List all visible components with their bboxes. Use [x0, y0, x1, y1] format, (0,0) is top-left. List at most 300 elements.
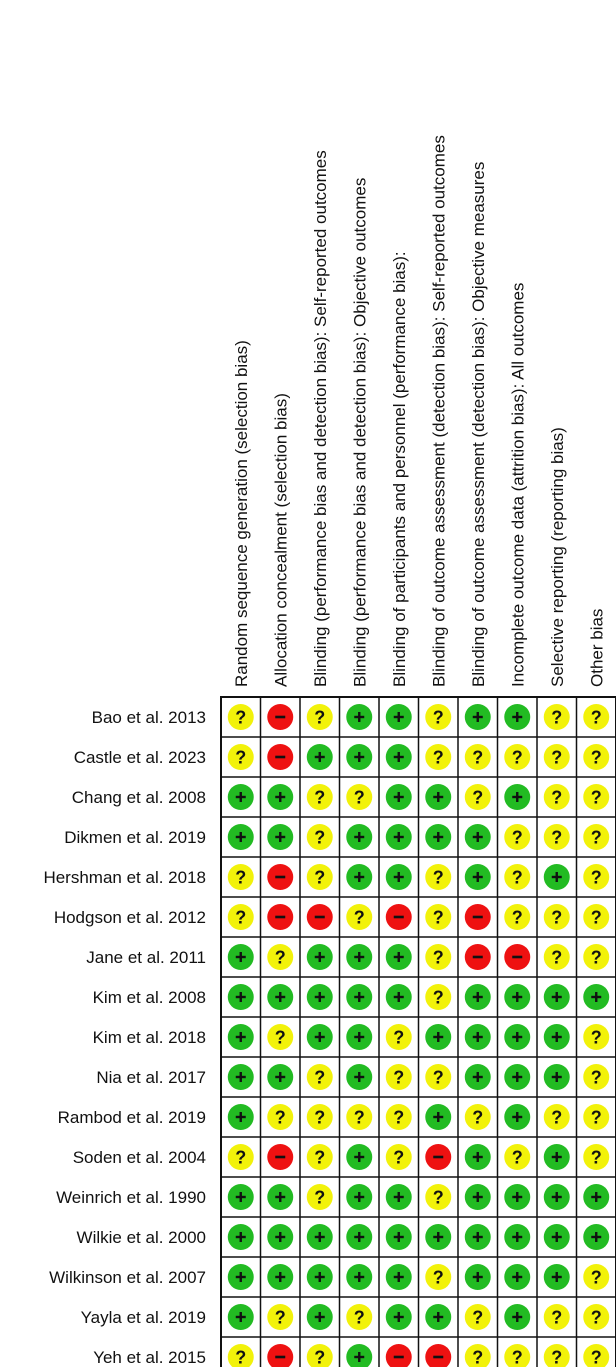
study-label: Rambod et al. 2019 [57, 1108, 206, 1127]
study-label: Castle et al. 2023 [73, 748, 206, 767]
rating-mark-unclear [228, 704, 254, 730]
study-label: Dikmen et al. 2019 [64, 828, 206, 847]
plus-symbol-bar [358, 1192, 360, 1202]
rating-mark-low [346, 1144, 372, 1170]
plus-symbol-bar [516, 1272, 518, 1282]
column-header: Incomplete outcome data (attrition bias): All outcomes [508, 282, 528, 687]
rating-mark-low [346, 1024, 372, 1050]
plus-symbol-bar [477, 992, 479, 1002]
study-label: Weinrich et al. 1990 [56, 1188, 206, 1207]
rating-mark-low [583, 984, 609, 1010]
plus-symbol-bar [556, 1032, 558, 1042]
study-label: Soden et al. 2004 [72, 1148, 206, 1167]
rating-symbol: ? [590, 1307, 602, 1328]
rating-symbol: ? [432, 947, 444, 968]
plus-symbol-bar [240, 1112, 242, 1122]
rating-mark-low [307, 1304, 333, 1330]
rating-mark-unclear [583, 1144, 609, 1170]
plus-symbol-bar [398, 1232, 400, 1242]
rating-mark-low [267, 824, 293, 850]
plus-symbol-bar [358, 1032, 360, 1042]
rating-symbol: ? [314, 1187, 326, 1208]
rating-mark-low [386, 1224, 412, 1250]
plus-symbol-bar [358, 1072, 360, 1082]
rating-mark-low [386, 824, 412, 850]
plus-symbol-bar [477, 1232, 479, 1242]
study-label: Nia et al. 2017 [96, 1068, 206, 1087]
rating-mark-low [425, 1224, 451, 1250]
rating-symbol: ? [235, 1347, 247, 1367]
rating-symbol: ? [393, 1107, 405, 1128]
rating-mark-unclear [386, 1024, 412, 1050]
rating-mark-unclear [583, 1264, 609, 1290]
minus-symbol [275, 1356, 285, 1359]
rating-symbol: ? [235, 867, 247, 888]
rating-mark-low [346, 744, 372, 770]
rating-mark-low [504, 1224, 530, 1250]
column-header: Blinding of participants and personnel (performance bias): [389, 251, 409, 687]
study-label: Kim et al. 2018 [92, 1028, 206, 1047]
rating-symbol: ? [590, 747, 602, 768]
plus-symbol-bar [240, 1272, 242, 1282]
minus-symbol [433, 1356, 443, 1359]
rating-symbol: ? [432, 987, 444, 1008]
rating-mark-unclear [307, 1184, 333, 1210]
rating-symbol: ? [432, 1267, 444, 1288]
plus-symbol-bar [595, 1232, 597, 1242]
rating-symbol: ? [511, 1347, 523, 1367]
rating-mark-low [228, 1264, 254, 1290]
rating-mark-low [465, 1064, 491, 1090]
minus-symbol [512, 956, 522, 959]
rating-mark-low [544, 984, 570, 1010]
rating-symbol: ? [551, 947, 563, 968]
rating-symbol: ? [393, 1027, 405, 1048]
minus-symbol [275, 716, 285, 719]
rating-mark-unclear [465, 784, 491, 810]
rating-mark-low [228, 944, 254, 970]
plus-symbol-bar [319, 1032, 321, 1042]
minus-symbol [275, 756, 285, 759]
rating-mark-low [544, 864, 570, 890]
plus-symbol-bar [437, 1232, 439, 1242]
rating-symbol: ? [432, 1067, 444, 1088]
rating-symbol: ? [314, 1107, 326, 1128]
rating-mark-low [544, 1064, 570, 1090]
minus-symbol [473, 916, 483, 919]
plus-symbol-bar [398, 792, 400, 802]
plus-symbol-bar [358, 992, 360, 1002]
rating-mark-low [228, 824, 254, 850]
rating-mark-unclear [504, 1144, 530, 1170]
column-header: Other bias [587, 608, 607, 687]
study-label: Yeh et al. 2015 [93, 1348, 206, 1367]
rating-symbol: ? [235, 907, 247, 928]
rating-mark-low [425, 824, 451, 850]
plus-symbol-bar [279, 1072, 281, 1082]
plus-symbol-bar [279, 1192, 281, 1202]
rating-mark-unclear [307, 1144, 333, 1170]
plus-symbol-bar [240, 1232, 242, 1242]
plus-symbol-bar [516, 1072, 518, 1082]
rating-mark-unclear [583, 744, 609, 770]
rating-mark-unclear [267, 1304, 293, 1330]
rating-mark-unclear [267, 1104, 293, 1130]
rating-mark-unclear [307, 864, 333, 890]
plus-symbol-bar [477, 1032, 479, 1042]
rating-symbol: ? [432, 707, 444, 728]
rating-mark-low [386, 1264, 412, 1290]
rating-mark-low [425, 1024, 451, 1050]
plus-symbol-bar [240, 792, 242, 802]
rating-symbol: ? [511, 1147, 523, 1168]
study-label: Jane et al. 2011 [86, 948, 206, 967]
rating-mark-unclear [346, 1104, 372, 1130]
rating-mark-low [307, 744, 333, 770]
rating-symbol: ? [511, 907, 523, 928]
rating-symbol: ? [590, 867, 602, 888]
column-header: Blinding of outcome assessment (detection bias): Self-reported outcomes [429, 135, 449, 687]
plus-symbol-bar [240, 1072, 242, 1082]
rating-mark-low [504, 1104, 530, 1130]
rating-symbol: ? [590, 1147, 602, 1168]
rating-mark-low [346, 864, 372, 890]
rating-mark-low [386, 704, 412, 730]
plus-symbol-bar [556, 1072, 558, 1082]
rating-mark-unclear [307, 824, 333, 850]
rating-mark-unclear [583, 784, 609, 810]
rating-mark-low [465, 1144, 491, 1170]
plus-symbol-bar [556, 1272, 558, 1282]
rating-mark-high [425, 1144, 451, 1170]
rating-mark-low [267, 1064, 293, 1090]
rating-mark-unclear [346, 904, 372, 930]
minus-symbol [275, 1156, 285, 1159]
plus-symbol-bar [358, 1232, 360, 1242]
plus-symbol-bar [358, 712, 360, 722]
plus-symbol-bar [516, 712, 518, 722]
rating-mark-unclear [228, 864, 254, 890]
rating-symbol: ? [551, 827, 563, 848]
rating-mark-low [465, 1224, 491, 1250]
plus-symbol-bar [398, 752, 400, 762]
rating-mark-low [346, 824, 372, 850]
plus-symbol-bar [437, 1312, 439, 1322]
rating-mark-low [386, 1184, 412, 1210]
plus-symbol-bar [319, 1232, 321, 1242]
rating-mark-unclear [583, 1024, 609, 1050]
rating-symbol: ? [511, 827, 523, 848]
plus-symbol-bar [279, 1272, 281, 1282]
rating-mark-low [425, 1104, 451, 1130]
rating-mark-unclear [504, 824, 530, 850]
rating-mark-unclear [425, 944, 451, 970]
rating-symbol: ? [314, 1347, 326, 1367]
rating-mark-unclear [583, 824, 609, 850]
rating-mark-low [504, 784, 530, 810]
rating-symbol: ? [432, 907, 444, 928]
rating-symbol: ? [590, 907, 602, 928]
rating-mark-low [307, 1264, 333, 1290]
rating-mark-unclear [425, 1264, 451, 1290]
rating-mark-low [346, 944, 372, 970]
rating-mark-high [267, 864, 293, 890]
rating-mark-low [228, 1224, 254, 1250]
rating-symbol: ? [472, 1307, 484, 1328]
plus-symbol-bar [437, 832, 439, 842]
rating-mark-low [504, 984, 530, 1010]
rating-symbol: ? [314, 1147, 326, 1168]
plus-symbol-bar [437, 1112, 439, 1122]
rating-mark-unclear [465, 1104, 491, 1130]
rating-mark-high [267, 744, 293, 770]
plus-symbol-bar [398, 952, 400, 962]
plus-symbol-bar [319, 752, 321, 762]
rating-symbol: ? [235, 1147, 247, 1168]
plus-symbol-bar [516, 1312, 518, 1322]
plus-symbol-bar [398, 1272, 400, 1282]
rating-symbol: ? [551, 1107, 563, 1128]
study-label: Hodgson et al. 2012 [53, 908, 206, 927]
study-label: Wilkie et al. 2000 [76, 1228, 206, 1247]
rating-mark-unclear [425, 904, 451, 930]
rating-mark-low [544, 1264, 570, 1290]
plus-symbol-bar [240, 1192, 242, 1202]
rating-symbol: ? [590, 1107, 602, 1128]
rating-mark-low [307, 984, 333, 1010]
rating-mark-low [228, 1024, 254, 1050]
rating-mark-low [465, 1184, 491, 1210]
study-label: Yayla et al. 2019 [80, 1308, 206, 1327]
rating-mark-low [465, 1264, 491, 1290]
minus-symbol [394, 916, 404, 919]
rating-mark-high [504, 944, 530, 970]
rating-mark-unclear [346, 784, 372, 810]
rating-mark-low [583, 1224, 609, 1250]
rating-mark-unclear [583, 704, 609, 730]
plus-symbol-bar [240, 1312, 242, 1322]
plus-symbol-bar [358, 832, 360, 842]
rating-mark-unclear [504, 864, 530, 890]
rating-mark-low [386, 864, 412, 890]
column-header: Random sequence generation (selection bias) [231, 340, 251, 687]
plus-symbol-bar [398, 1192, 400, 1202]
plus-symbol-bar [477, 1072, 479, 1082]
rating-symbol: ? [274, 1027, 286, 1048]
plus-symbol-bar [358, 1152, 360, 1162]
rating-symbol: ? [511, 867, 523, 888]
rating-symbol: ? [590, 1347, 602, 1367]
rating-mark-high [267, 904, 293, 930]
rating-mark-unclear [544, 1104, 570, 1130]
rating-mark-low [425, 784, 451, 810]
rating-mark-low [544, 1184, 570, 1210]
rating-mark-high [386, 904, 412, 930]
rating-mark-low [228, 1184, 254, 1210]
rating-mark-low [267, 784, 293, 810]
column-header: Selective reporting (reporting bias) [547, 427, 567, 687]
rating-mark-unclear [425, 1064, 451, 1090]
rating-mark-low [544, 1224, 570, 1250]
rating-symbol: ? [511, 747, 523, 768]
rating-mark-low [465, 864, 491, 890]
plus-symbol-bar [398, 1312, 400, 1322]
rating-mark-high [267, 704, 293, 730]
column-header: Blinding (performance bias and detection bias): Objective outcomes [350, 177, 370, 687]
study-label: Bao et al. 2013 [91, 708, 206, 727]
plus-symbol-bar [477, 712, 479, 722]
rating-mark-low [307, 1024, 333, 1050]
plus-symbol-bar [437, 1032, 439, 1042]
rating-symbol: ? [235, 747, 247, 768]
plus-symbol-bar [556, 1192, 558, 1202]
plus-symbol-bar [477, 1192, 479, 1202]
plus-symbol-bar [437, 792, 439, 802]
plus-symbol-bar [516, 1232, 518, 1242]
plus-symbol-bar [279, 1232, 281, 1242]
plus-symbol-bar [556, 992, 558, 1002]
rating-symbol: ? [314, 787, 326, 808]
plus-symbol-bar [398, 872, 400, 882]
rating-mark-low [465, 824, 491, 850]
rating-mark-unclear [228, 1144, 254, 1170]
plus-symbol-bar [556, 1152, 558, 1162]
plus-symbol-bar [516, 1192, 518, 1202]
rating-mark-unclear [425, 744, 451, 770]
rating-mark-low [228, 1064, 254, 1090]
rating-mark-low [346, 1184, 372, 1210]
rating-symbol: ? [314, 827, 326, 848]
rating-mark-low [267, 1224, 293, 1250]
rating-mark-unclear [544, 704, 570, 730]
rating-mark-unclear [544, 784, 570, 810]
plus-symbol-bar [358, 872, 360, 882]
rating-symbol: ? [274, 1107, 286, 1128]
plus-symbol-bar [477, 1272, 479, 1282]
column-header: Blinding of outcome assessment (detection bias): Objective measures [468, 161, 488, 687]
rating-symbol: ? [551, 707, 563, 728]
rating-mark-low [504, 1184, 530, 1210]
rating-mark-unclear [307, 704, 333, 730]
rating-mark-unclear [425, 704, 451, 730]
rating-mark-high [465, 904, 491, 930]
rating-mark-low [504, 1064, 530, 1090]
rating-mark-high [307, 904, 333, 930]
rating-symbol: ? [314, 867, 326, 888]
plus-symbol-bar [358, 1352, 360, 1362]
rating-mark-low [465, 1024, 491, 1050]
rating-mark-low [307, 1224, 333, 1250]
minus-symbol [275, 916, 285, 919]
rating-mark-low [386, 944, 412, 970]
rating-mark-low [307, 944, 333, 970]
plus-symbol-bar [398, 992, 400, 1002]
plus-symbol-bar [398, 832, 400, 842]
rating-mark-low [228, 1304, 254, 1330]
rating-mark-unclear [504, 744, 530, 770]
rating-mark-unclear [386, 1104, 412, 1130]
plus-symbol-bar [516, 992, 518, 1002]
rating-symbol: ? [551, 747, 563, 768]
plus-symbol-bar [516, 1112, 518, 1122]
plus-symbol-bar [279, 992, 281, 1002]
rating-mark-unclear [425, 864, 451, 890]
rating-symbol: ? [432, 747, 444, 768]
plus-symbol-bar [319, 1312, 321, 1322]
plus-symbol-bar [240, 832, 242, 842]
rating-mark-unclear [544, 744, 570, 770]
rating-mark-unclear [583, 904, 609, 930]
rating-symbol: ? [472, 787, 484, 808]
rating-symbol: ? [590, 827, 602, 848]
rating-symbol: ? [590, 1067, 602, 1088]
plus-symbol-bar [358, 952, 360, 962]
rating-mark-unclear [307, 784, 333, 810]
rating-mark-low [504, 1304, 530, 1330]
rating-mark-unclear [386, 1144, 412, 1170]
rating-symbol: ? [472, 1347, 484, 1367]
rating-symbol: ? [590, 1267, 602, 1288]
rating-mark-unclear [504, 904, 530, 930]
minus-symbol [433, 1156, 443, 1159]
rating-symbol: ? [590, 787, 602, 808]
rating-symbol: ? [235, 707, 247, 728]
rating-symbol: ? [274, 1307, 286, 1328]
rating-symbol: ? [314, 1067, 326, 1088]
plus-symbol-bar [319, 952, 321, 962]
study-label: Chang et al. 2008 [71, 788, 206, 807]
rating-mark-low [346, 1264, 372, 1290]
rating-mark-unclear [425, 1184, 451, 1210]
plus-symbol-bar [477, 1152, 479, 1162]
rating-mark-low [583, 1184, 609, 1210]
rating-mark-low [504, 704, 530, 730]
minus-symbol [473, 956, 483, 959]
rating-mark-low [544, 1024, 570, 1050]
minus-symbol [394, 1356, 404, 1359]
rating-mark-unclear [465, 744, 491, 770]
rating-mark-low [386, 744, 412, 770]
rating-mark-high [267, 1144, 293, 1170]
plus-symbol-bar [516, 792, 518, 802]
rating-symbol: ? [551, 1347, 563, 1367]
rating-mark-unclear [544, 824, 570, 850]
rating-mark-low [346, 1224, 372, 1250]
rating-mark-low [386, 1304, 412, 1330]
rating-mark-unclear [307, 1064, 333, 1090]
rating-mark-unclear [228, 904, 254, 930]
rating-symbol: ? [432, 867, 444, 888]
rating-symbol: ? [393, 1147, 405, 1168]
rating-mark-low [267, 1264, 293, 1290]
plus-symbol-bar [240, 1032, 242, 1042]
minus-symbol [275, 876, 285, 879]
plus-symbol-bar [240, 952, 242, 962]
rating-symbol: ? [353, 907, 365, 928]
plus-symbol-bar [279, 832, 281, 842]
rating-mark-low [267, 1184, 293, 1210]
rating-symbol: ? [353, 1107, 365, 1128]
rating-mark-low [544, 1144, 570, 1170]
plus-symbol-bar [477, 872, 479, 882]
rating-mark-unclear [386, 1064, 412, 1090]
rating-mark-unclear [228, 744, 254, 770]
rating-mark-unclear [267, 944, 293, 970]
rating-mark-unclear [583, 944, 609, 970]
rating-symbol: ? [432, 1187, 444, 1208]
rating-symbol: ? [551, 907, 563, 928]
rating-mark-low [504, 1024, 530, 1050]
